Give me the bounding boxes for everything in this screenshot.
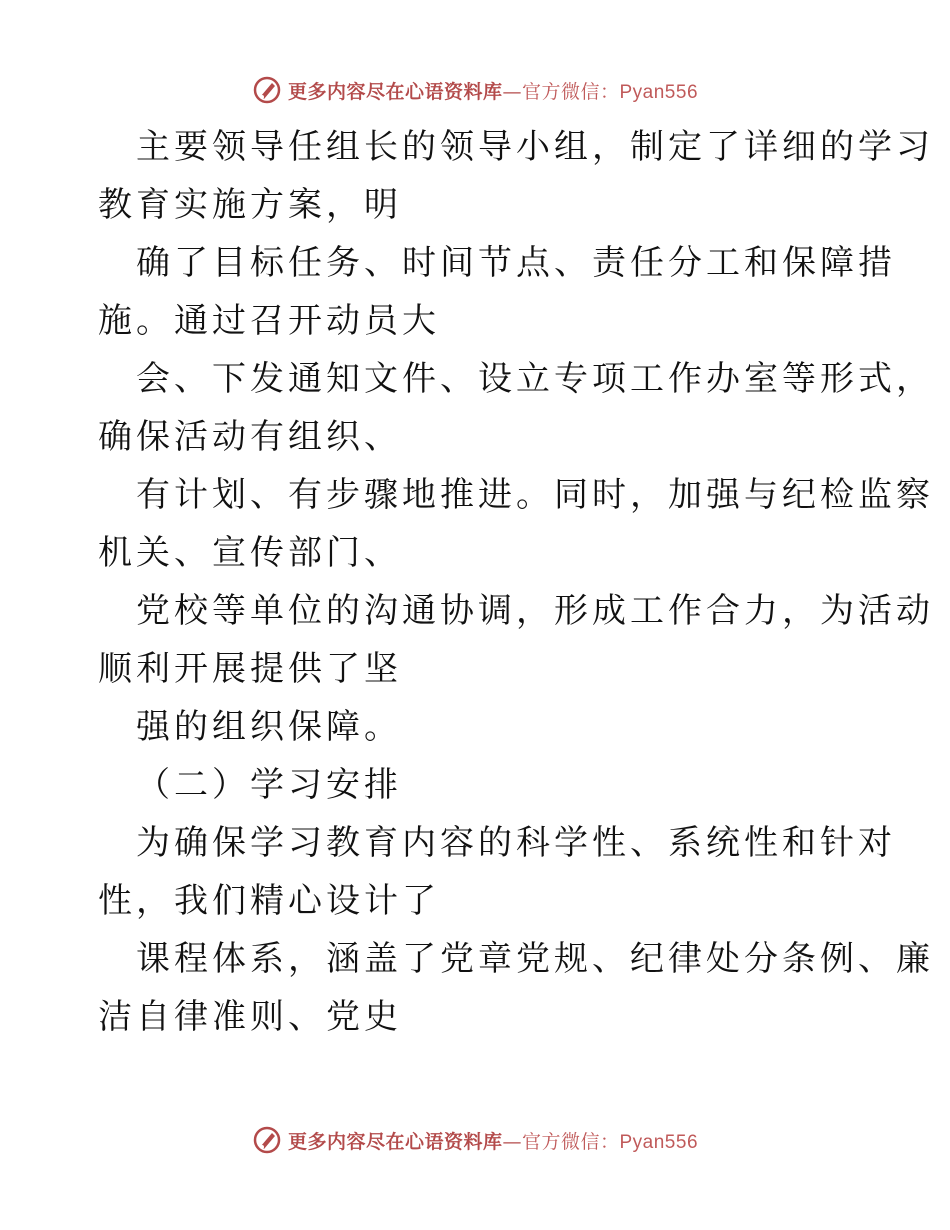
banner-sub-text: 官方微信：: [521, 80, 620, 103]
banner-dash: —: [502, 1130, 522, 1153]
body-line: 确了目标任务、时间节点、责任分工和保障措: [136, 243, 896, 283]
banner-main-text: 更多内容尽在心语资料库: [287, 80, 503, 103]
body-line: 施。通过召开动员大: [98, 301, 440, 341]
banner-main-text: 更多内容尽在心语资料库: [287, 1130, 503, 1153]
section-heading: （二）学习安排: [136, 765, 402, 805]
body-line: 洁自律准则、党史: [98, 997, 402, 1037]
banner-text: [288, 77, 698, 104]
body-line: 主要领导任组长的领导小组，制定了详细的学习: [136, 127, 934, 167]
body-line: 确保活动有组织、: [98, 417, 402, 457]
body-line: 强的组织保障。: [136, 707, 402, 747]
body-line: 会、下发通知文件、设立专项工作办室等形式，: [136, 359, 934, 399]
banner-account: Pyan556: [619, 1131, 699, 1153]
banner-sub-text: 官方微信：: [521, 1130, 620, 1153]
banner-dash: —: [502, 80, 522, 103]
body-line: 有计划、有步骤地推进。同时，加强与纪检监察: [136, 475, 934, 515]
body-line: 顺利开展提供了坚: [98, 649, 402, 689]
body-line: 党校等单位的沟通协调，形成工作合力，为活动: [136, 591, 934, 631]
body-line: 课程体系，涵盖了党章党规、纪律处分条例、廉: [136, 939, 934, 979]
body-line: 机关、宣传部门、: [98, 533, 402, 573]
header-watermark-banner: [0, 70, 950, 110]
body-line: 教育实施方案，明: [98, 185, 402, 225]
banner-account: Pyan556: [619, 81, 699, 103]
body-line: 为确保学习教育内容的科学性、系统性和针对: [136, 823, 896, 863]
logo-icon: [252, 1125, 282, 1155]
body-line: 性，我们精心设计了: [98, 881, 440, 921]
footer-watermark-banner: [0, 1120, 950, 1160]
banner-text: [288, 1127, 698, 1154]
logo-icon: [252, 75, 282, 105]
